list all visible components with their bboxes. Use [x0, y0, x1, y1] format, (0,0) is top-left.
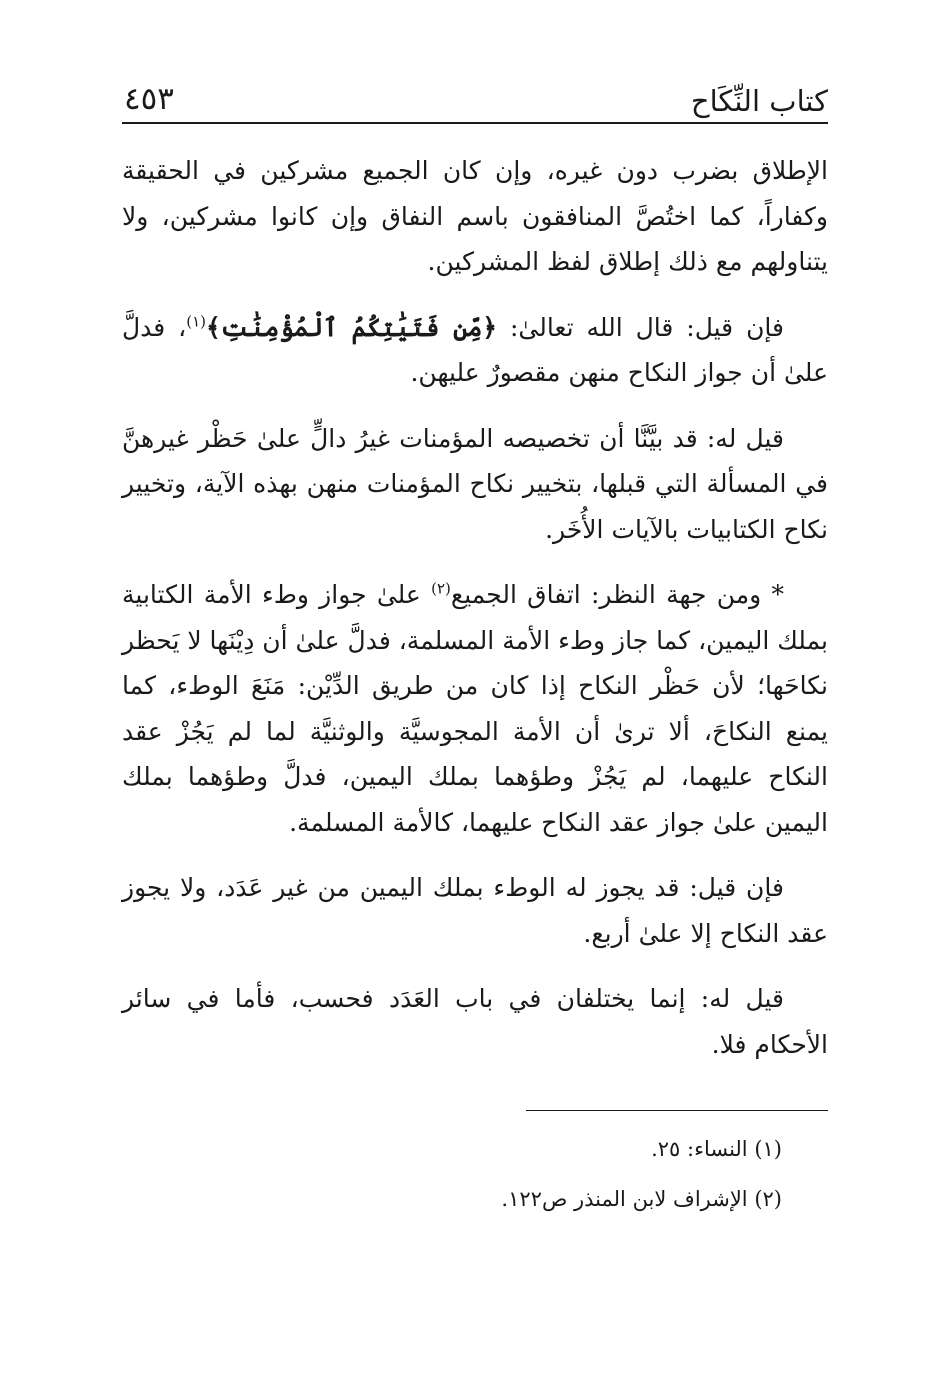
footnote-divider — [526, 1110, 828, 1111]
paragraph: قيل له: قد بيَّنَّا أن تخصيصه المؤمنات غيرُ دالٍّ علىٰ حَظْر غيرهنَّ في المسألة التي قبلها، بتخيير نكاح المؤمنات منهن بهذه الآية، وتخيير نكاح الكتابيات بالآيات الأُخَر. — [122, 423, 828, 544]
footnote-reference: (١) — [186, 312, 207, 331]
paragraph-text: ، فدلَّ علىٰ أن جواز النكاح منهن مقصورٌ عليهن. — [122, 312, 828, 387]
paragraph-text: فإن قيل: قال الله تعالىٰ: — [497, 312, 784, 342]
footnote: (١) النساء: ٢٥. — [651, 1137, 782, 1161]
page-header — [122, 70, 828, 124]
chapter-title: كتاب النِّكَاح — [690, 84, 828, 118]
paragraph — [122, 572, 828, 845]
paragraph — [122, 305, 828, 396]
quran-verse: ﴿مِّن فَتَيَٰتِكُمُ ٱلْمُؤْمِنَٰتِ﴾ — [206, 312, 498, 342]
footnotes — [122, 1124, 782, 1224]
paragraph: الإطلاق بضرب دون غيره، وإن كان الجميع مشركين في الحقيقة وكفاراً، كما اختُصَّ المنافقون باسم النفاق وإن كانوا مشركين، ولا يتناولهم مع ذلك إطلاق لفظ المشركين. — [122, 156, 828, 276]
paragraph-text: علىٰ جواز وطء الأمة الكتابية بملك اليمين، كما جاز وطء الأمة المسلمة، فدلَّ علىٰ أن دِيْنَها لا يَحظر نكاحَها؛ لأن حَظْر النكاح إذا كان من طريق الدِّيْن: مَنَعَ الوطء، كما يمنع النكاحَ، ألا ترىٰ أن الأمة المجوسيَّة والوثنيَّة لما لم يَجُزْ عقد النكاح عليهما، لم يَجُزْ وطؤهما بملك اليمين، فدلَّ وطؤهما بملك اليمين علىٰ جواز عقد النكاح عليهما، كالأمة المسلمة. — [122, 580, 828, 837]
main-text — [122, 148, 828, 1087]
page-number: ٤٥٣ — [124, 81, 174, 117]
paragraph: قيل له: إنما يختلفان في باب العَدَد فحسب، فأما في سائر الأحكام فلا. — [122, 984, 828, 1059]
footnote: (٢) الإشراف لابن المنذر ص١٢٢. — [501, 1187, 782, 1211]
paragraph-text: * ومن جهة النظر: اتفاق الجميع — [450, 580, 784, 609]
paragraph: فإن قيل: قد يجوز له الوطء بملك اليمين من غير عَدَد، ولا يجوز عقد النكاح إلا علىٰ أربع. — [122, 873, 828, 948]
footnote-reference: (٢) — [431, 579, 451, 598]
